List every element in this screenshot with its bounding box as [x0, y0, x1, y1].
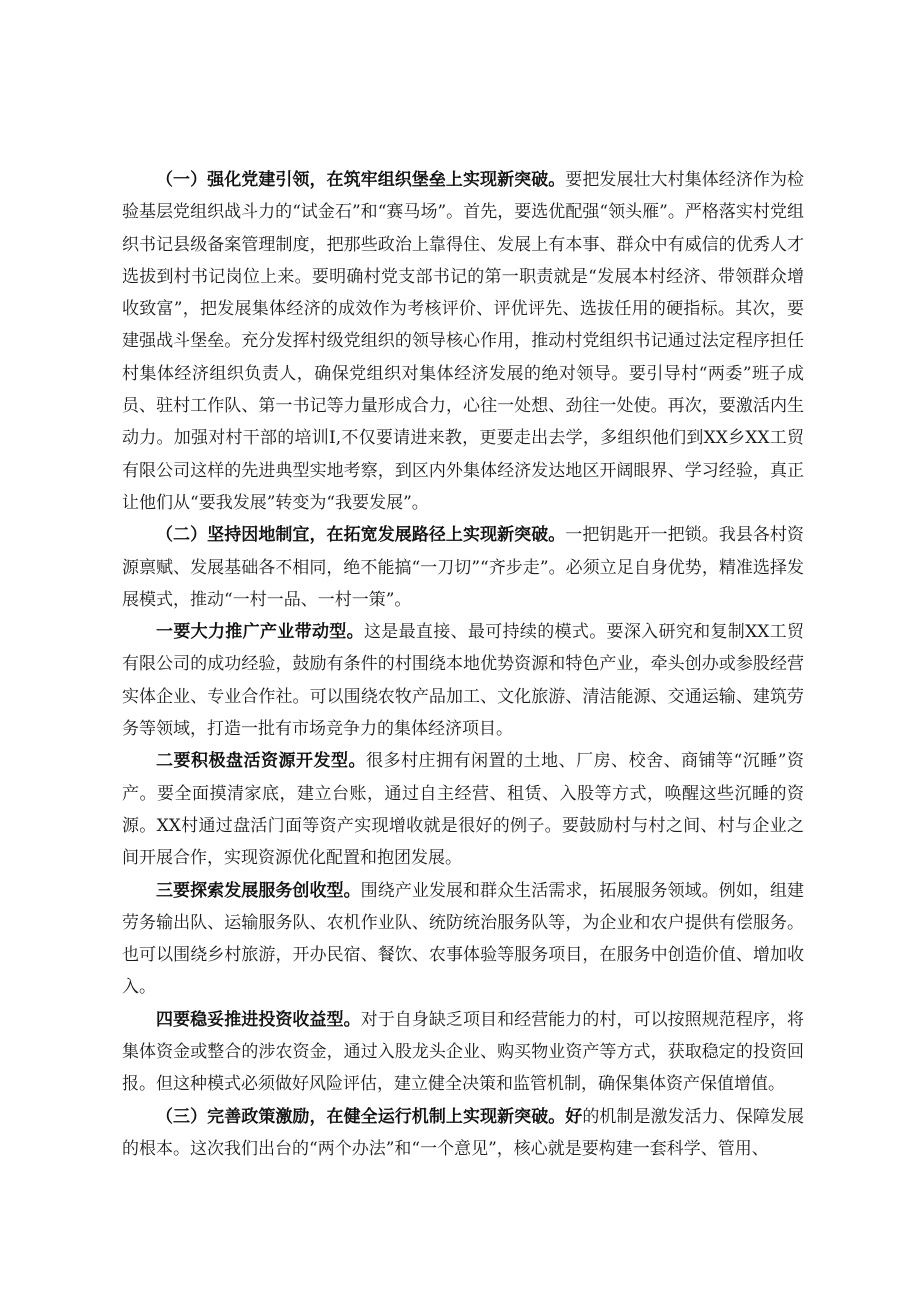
paragraph-service-income: [122, 875, 804, 1004]
paragraph-policy-incentives: [122, 1101, 804, 1166]
paragraph-party-building: [122, 164, 804, 519]
paragraph-lead: （一）强化党建引领，在筑牢组织堡垒上实现新突破。: [156, 170, 566, 190]
paragraph-body: 要把发展壮大村集体经济作为检验基层党组织战斗力的“试金石”和“赛马场”。首先，要选优配强“领头雁”。严格落实村党组织书记县级备案管理制度，把那些政治上靠得住、发展上有本事、群众中有威信的优秀人才选拔到村书记岗位上来。要明确村党支部书记的第一职责就是“发展本村经济、带领群众增收致富”，把发展集体经济的成效作为考核评价、评优评先、选拔任用的硬指标。其次，要建强战斗堡垒。充分发挥村级党组织的领导核心作用，推动村党组织书记通过法定程序担任村集体经济组织负责人，确保党组织对集体经济发展的绝对领导。要引导村“两委”班子成员、驻村工作队、第一书记等力量形成合力，心往一处想、劲往一处使。再次，要激活内生动力。加强对村干部的培训I,不仅要请进来教，更要走出去学，多组织他们到XX乡XX工贸有限公司这样的先进典型实地考察，到区内外集体经济发达地区开阔眼界、学习经验，真正让他们从“要我发展”转变为“我要发展”。: [122, 170, 804, 513]
paragraph-local-conditions: [122, 519, 804, 616]
paragraph-body: 一把钥匙开一把锁。我县各村资源禀赋、发展基础各不相同，绝不能搞“一刀切”“齐步走”。必须立足自身优势，精准选择发展模式，推动“一村一品、一村一策”。: [122, 525, 804, 610]
paragraph-body: 这是最直接、最可持续的模式。要深入研究和复制XX工贸有限公司的成功经验，鼓励有条件的村围绕本地优势资源和特色产业，牵头创办或参股经营实体企业、专业合作社。可以围绕农牧产品加工、文化旅游、清洁能源、交通运输、建筑劳务等领域，打造一批有市场竞争力的集体经济项目。: [122, 622, 804, 740]
paragraph-lead: 二要积极盘活资源开发型。: [156, 751, 367, 772]
paragraph-body: 对于自身缺乏项目和经营能力的村，可以按照规范程序，将集体资金或整合的涉农资金，通过入股龙头企业、购买物业资产等方式，获取稳定的投资回报。但这种模式必须做好风险评估，建立健全决策和监管机制，确保集体资产保值增值。: [122, 1009, 805, 1095]
document-body: [122, 164, 804, 1165]
paragraph-resource-development: [122, 745, 804, 874]
paragraph-body: 的机制是激发活力、保障发展的根本。这次我们出台的“两个办法”和“一个意见”，核心就是要构建一套科学、管用、: [122, 1106, 805, 1159]
paragraph-investment-income: [122, 1004, 804, 1101]
paragraph-lead: 一要大力推广产业带动型。: [156, 622, 364, 643]
paragraph-lead: 四要稳妥推进投资收益型。: [156, 1009, 361, 1030]
paragraph-lead: 三要探索发展服务创收型。: [156, 880, 361, 901]
paragraph-lead: （三）完善政策激励，在健全运行机制上实现新突破。好: [156, 1106, 583, 1127]
paragraph-lead: （二）坚持因地制宜，在拓宽发展路径上实现新突破。: [156, 525, 566, 546]
paragraph-industry-driven: [122, 616, 804, 745]
paragraph-body: 很多村庄拥有闲置的土地、厂房、校舍、商铺等“沉睡”资产。要全面摸清家底，建立台账，通过自主经营、租赁、入股等方式，唤醒这些沉睡的资源。XX村通过盘活门面等资产实现增收就是很好的例子。要鼓励村与村之间、村与企业之间开展合作，实现资源优化配置和抱团发展。: [122, 751, 805, 869]
paragraph-body: 围绕产业发展和群众生活需求，拓展服务领域。例如，组建劳务输出队、运输服务队、农机作业队、统防统治服务队等，为企业和农户提供有偿服务。也可以围绕乡村旅游，开办民宿、餐饮、农事体验等服务项目，在服务中创造价值、增加收入。: [122, 880, 805, 998]
